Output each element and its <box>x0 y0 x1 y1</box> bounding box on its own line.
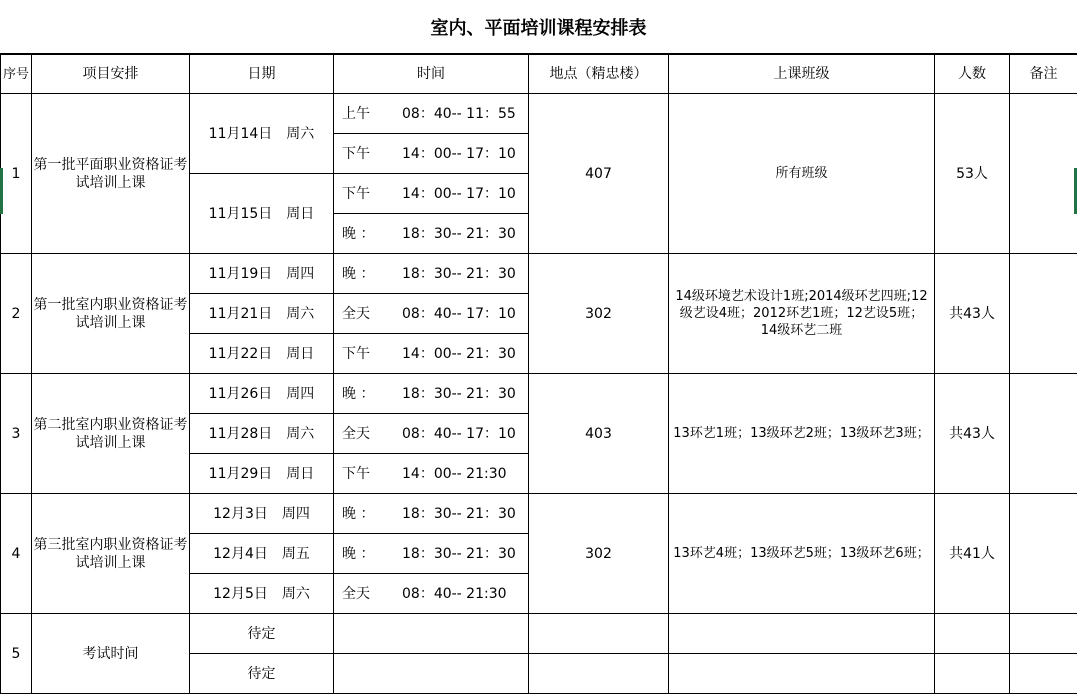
classes-cell[interactable]: 13环艺1班；13级环艺2班；13级环艺3班； <box>669 374 935 494</box>
time-period: 下午 <box>342 345 402 363</box>
time-period: 上午 <box>342 105 402 123</box>
time-range: 08：40-- 21:30 <box>402 585 507 603</box>
page-title: 室内、平面培训课程安排表 <box>0 0 1077 54</box>
place-cell[interactable] <box>529 654 669 694</box>
time-period: 下午 <box>342 465 402 483</box>
place-cell[interactable]: 302 <box>529 254 669 374</box>
project-cell[interactable]: 第一批平面职业资格证考试培训上课 <box>32 94 190 254</box>
count-cell[interactable]: 53人 <box>935 94 1010 254</box>
time-cell[interactable] <box>334 254 529 294</box>
seq-cell[interactable]: 1 <box>1 94 32 254</box>
project-cell[interactable]: 第二批室内职业资格证考试培训上课 <box>32 374 190 494</box>
time-cell[interactable] <box>334 134 529 174</box>
time-period: 下午 <box>342 185 402 203</box>
table-row <box>1 494 1077 534</box>
time-range: 18：30-- 21：30 <box>402 265 516 283</box>
note-cell[interactable] <box>1010 614 1077 654</box>
time-cell[interactable] <box>334 374 529 414</box>
date-cell[interactable]: 11月22日 周日 <box>190 334 334 374</box>
date-cell[interactable]: 12月3日 周四 <box>190 494 334 534</box>
date-cell[interactable]: 12月5日 周六 <box>190 574 334 614</box>
header-seq: 序号 <box>1 55 32 94</box>
count-cell[interactable]: 共43人 <box>935 254 1010 374</box>
header-note: 备注 <box>1010 55 1077 94</box>
note-cell[interactable] <box>1010 374 1077 494</box>
count-cell[interactable] <box>935 614 1010 654</box>
classes-cell[interactable] <box>669 654 935 694</box>
time-period: 全天 <box>342 305 402 323</box>
time-cell[interactable] <box>334 494 529 534</box>
header-count: 人数 <box>935 55 1010 94</box>
project-cell[interactable]: 考试时间 <box>32 614 190 694</box>
time-period: 全天 <box>342 585 402 603</box>
header-date: 日期 <box>190 55 334 94</box>
date-cell[interactable]: 11月26日 周四 <box>190 374 334 414</box>
time-cell[interactable] <box>334 654 529 694</box>
classes-cell[interactable]: 14级环境艺术设计1班;2014级环艺四班;12级艺设4班；2012环艺1班；12艺设5班；14级环艺二班 <box>669 254 935 374</box>
time-range: 08：40-- 11：55 <box>402 105 516 123</box>
seq-cell[interactable]: 5 <box>1 614 32 694</box>
time-range: 14：00-- 21：30 <box>402 345 516 363</box>
time-cell[interactable] <box>334 334 529 374</box>
date-cell[interactable]: 11月28日 周六 <box>190 414 334 454</box>
time-cell[interactable] <box>334 294 529 334</box>
time-period: 晚 ： <box>342 265 402 283</box>
place-cell[interactable]: 302 <box>529 494 669 614</box>
note-cell[interactable] <box>1010 494 1077 614</box>
selection-edge-left <box>0 168 3 214</box>
time-range: 14：00-- 21:30 <box>402 465 507 483</box>
time-cell[interactable] <box>334 94 529 134</box>
project-cell[interactable]: 第三批室内职业资格证考试培训上课 <box>32 494 190 614</box>
count-cell[interactable] <box>935 654 1010 694</box>
classes-cell[interactable]: 所有班级 <box>669 94 935 254</box>
place-cell[interactable]: 407 <box>529 94 669 254</box>
time-period: 下午 <box>342 145 402 163</box>
seq-cell[interactable]: 2 <box>1 254 32 374</box>
schedule-table <box>0 54 1077 694</box>
time-cell[interactable] <box>334 614 529 654</box>
time-cell[interactable] <box>334 414 529 454</box>
header-time: 时间 <box>334 55 529 94</box>
date-cell[interactable]: 待定 <box>190 654 334 694</box>
time-range: 18：30-- 21：30 <box>402 545 516 563</box>
time-period: 晚 ： <box>342 225 402 243</box>
header-classes: 上课班级 <box>669 55 935 94</box>
note-cell[interactable] <box>1010 654 1077 694</box>
date-cell[interactable]: 11月14日 周六 <box>190 94 334 174</box>
classes-cell[interactable] <box>669 614 935 654</box>
time-period: 全天 <box>342 425 402 443</box>
time-cell[interactable] <box>334 534 529 574</box>
date-cell[interactable]: 11月29日 周日 <box>190 454 334 494</box>
note-cell[interactable] <box>1010 94 1077 254</box>
table-row <box>1 94 1077 134</box>
time-cell[interactable] <box>334 574 529 614</box>
time-period: 晚 ： <box>342 545 402 563</box>
time-period: 晚 ： <box>342 385 402 403</box>
time-range: 18：30-- 21：30 <box>402 225 516 243</box>
seq-cell[interactable]: 4 <box>1 494 32 614</box>
seq-cell[interactable]: 3 <box>1 374 32 494</box>
time-cell[interactable] <box>334 454 529 494</box>
place-cell[interactable]: 403 <box>529 374 669 494</box>
date-cell[interactable]: 12月4日 周五 <box>190 534 334 574</box>
count-cell[interactable]: 共41人 <box>935 494 1010 614</box>
date-cell[interactable]: 11月19日 周四 <box>190 254 334 294</box>
header-project: 项目安排 <box>32 55 190 94</box>
table-row <box>1 374 1077 414</box>
time-range: 14：00-- 17：10 <box>402 145 516 163</box>
project-cell[interactable]: 第一批室内职业资格证考试培训上课 <box>32 254 190 374</box>
date-cell[interactable]: 11月15日 周日 <box>190 174 334 254</box>
time-cell[interactable] <box>334 214 529 254</box>
table-row <box>1 614 1077 654</box>
time-cell[interactable] <box>334 174 529 214</box>
time-range: 14：00-- 17：10 <box>402 185 516 203</box>
time-range: 08：40-- 17：10 <box>402 305 516 323</box>
date-cell[interactable]: 待定 <box>190 614 334 654</box>
time-range: 18：30-- 21：30 <box>402 385 516 403</box>
note-cell[interactable] <box>1010 254 1077 374</box>
time-range: 18：30-- 21：30 <box>402 505 516 523</box>
classes-cell[interactable]: 13环艺4班；13级环艺5班；13级环艺6班； <box>669 494 935 614</box>
header-place: 地点（精忠楼） <box>529 55 669 94</box>
table-row <box>1 254 1077 294</box>
count-cell[interactable]: 共43人 <box>935 374 1010 494</box>
place-cell[interactable] <box>529 614 669 654</box>
time-range: 08：40-- 17：10 <box>402 425 516 443</box>
time-period: 晚 ： <box>342 505 402 523</box>
header-row <box>1 55 1077 94</box>
date-cell[interactable]: 11月21日 周六 <box>190 294 334 334</box>
